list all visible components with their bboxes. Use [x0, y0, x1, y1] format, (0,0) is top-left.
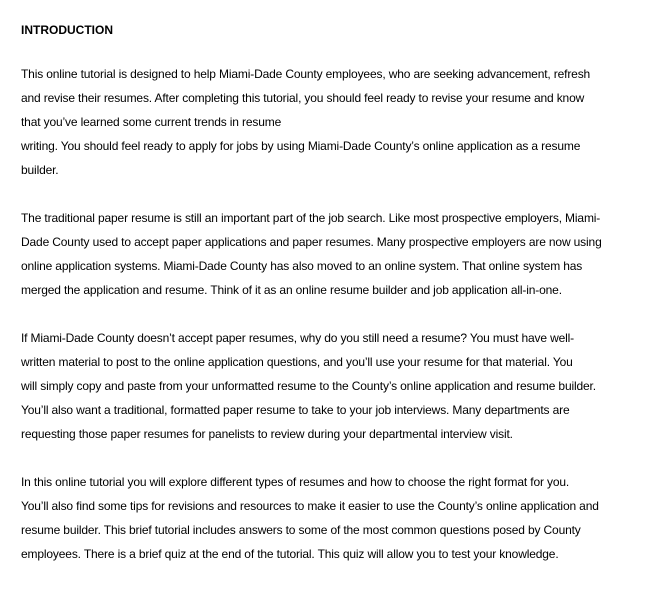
text-line: requesting those paper resumes for panelists to review during your departmental interview visit. — [21, 427, 513, 441]
text-line: employees. There is a brief quiz at the end of the tutorial. This quiz will allow you to test your knowledge. — [21, 547, 559, 561]
text-line: builder. — [21, 163, 59, 177]
text-line: If Miami-Dade County doesn’t accept paper resumes, why do you still need a resume? You must have well- — [21, 331, 574, 345]
section-heading: INTRODUCTION — [21, 23, 113, 37]
text-line: This online tutorial is designed to help Miami-Dade County employees, who are seeking advancement, refresh — [21, 67, 591, 81]
paragraph-why-resume — [21, 326, 661, 446]
text-line: resume builder. This brief tutorial includes answers to some of the most common questions posed by County — [21, 523, 581, 537]
text-line: written material to post to the online application questions, and you’ll use your resume for that material. You — [21, 355, 573, 369]
text-line: writing. You should feel ready to apply for jobs by using Miami-Dade County’s online application as a resume — [21, 139, 581, 153]
text-line: and revise their resumes. After completing this tutorial, you should feel ready to revise your resume and know — [21, 91, 585, 105]
text-line: Dade County used to accept paper applications and paper resumes. Many prospective employers are now using — [21, 235, 602, 249]
text-line: online application systems. Miami-Dade County has also moved to an online system. That online system has — [21, 259, 583, 273]
paragraph-purpose — [21, 62, 661, 182]
paragraph-tutorial-overview — [21, 470, 661, 566]
document-page — [21, 20, 661, 590]
text-line: merged the application and resume. Think of it as an online resume builder and job application all-in-one. — [21, 283, 562, 297]
text-line: The traditional paper resume is still an important part of the job search. Like most prospective employers, Miami- — [21, 211, 601, 225]
text-line: In this online tutorial you will explore different types of resumes and how to choose the right format for you. — [21, 475, 570, 489]
text-line: will simply copy and paste from your unformatted resume to the County’s online application and resume builder. — [21, 379, 596, 393]
text-line: You’ll also find some tips for revisions and resources to make it easier to use the County’s online application and — [21, 499, 599, 513]
paragraph-paper-resume — [21, 206, 661, 302]
text-line: that you’ve learned some current trends in resume — [21, 115, 282, 129]
text-line: You’ll also want a traditional, formatted paper resume to take to your job interviews. Many departments are — [21, 403, 570, 417]
